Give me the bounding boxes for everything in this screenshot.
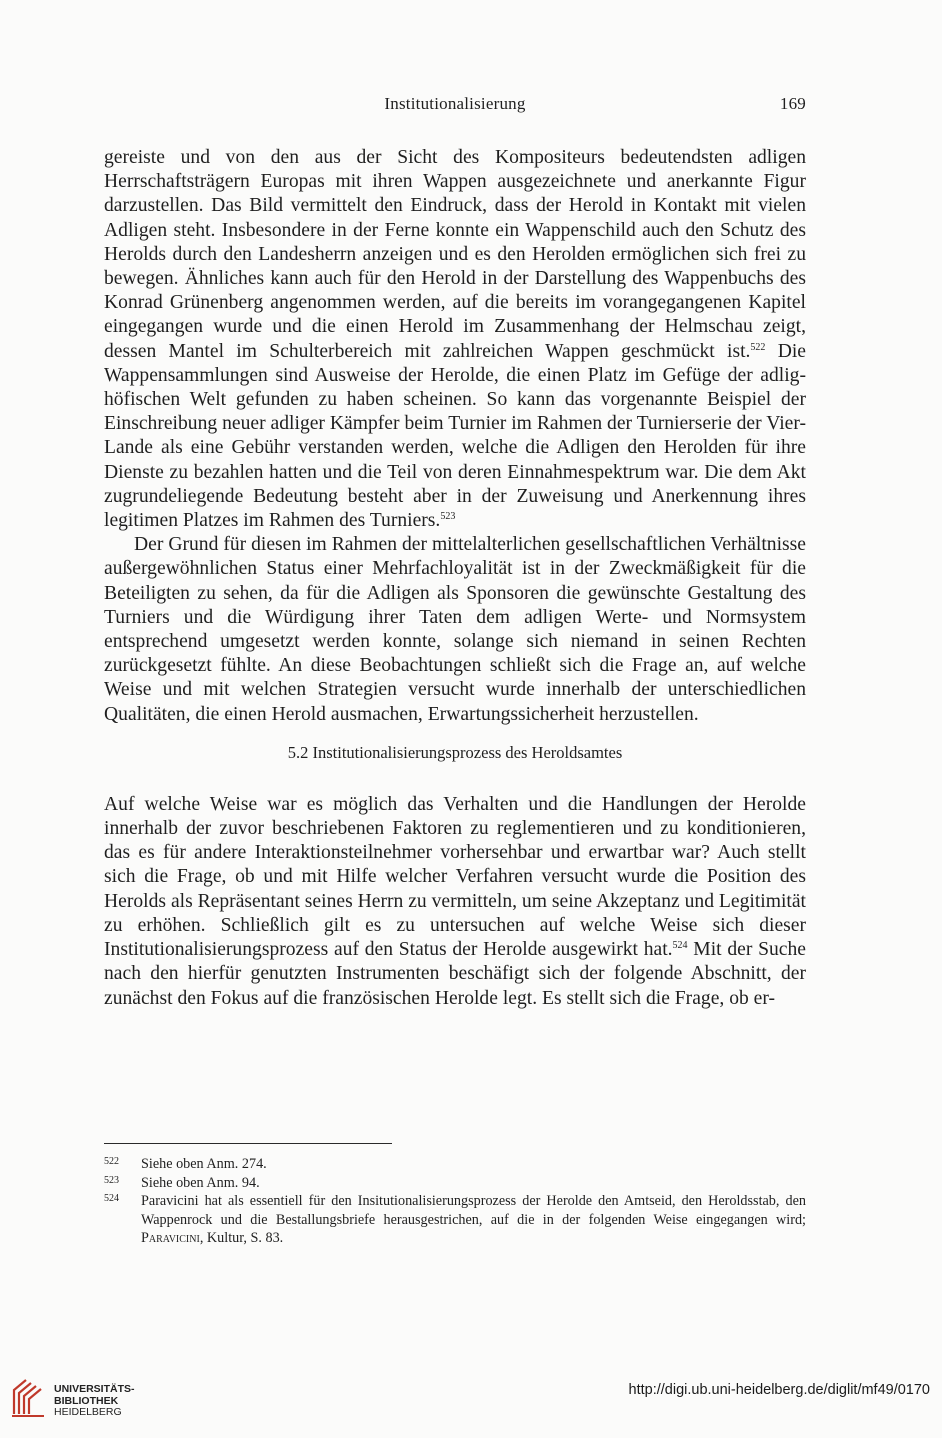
footnote-number: 523 — [104, 1174, 119, 1186]
footnote-number: 524 — [104, 1193, 119, 1205]
footnote-text: Siehe oben Anm. 274. — [141, 1156, 267, 1172]
footnote-ref[interactable]: 524 — [672, 940, 688, 952]
page-number: 169 — [779, 94, 806, 113]
footnote-number: 522 — [104, 1156, 119, 1167]
footnote-523 — [104, 1174, 806, 1193]
logo-line-1: UNIVERSITÄTS- — [54, 1383, 135, 1395]
running-head — [104, 94, 806, 118]
footnote-author: Paravicini — [141, 1230, 200, 1247]
logo-line-2: BIBLIOTHEK — [54, 1394, 119, 1407]
footnote-text-before: Paravicini hat als essentiell für den Insitutionalisierungsprozess der Herolde den Amtseid, den Heroldsstab, den Wappenrock und die Bestallungsbriefe herausgestrichen, auf die in der folgenden Weise eingegangen wird; — [141, 1193, 806, 1228]
main-text — [104, 146, 806, 1011]
text-run: Mit der Suche nach den hierfür genutzten Instrumenten beschäfigt sich der folgende Abschnitt, der zunächst den Fokus auf die französischen Herolde legt. Es stellt sich die Frage, ob er- — [104, 939, 806, 1009]
paragraph-1 — [104, 146, 806, 533]
footnotes — [104, 1155, 806, 1248]
footnote-ref[interactable]: 522 — [750, 341, 766, 353]
text-run: Auf welche Weise war es möglich das Verhalten und die Handlungen der Herolde innerhalb der zuvor beschriebenen Faktoren zu reglementieren und zu konditionieren, das es für andere Interaktionsteilnehmer vorhersehbar und erwartbar war? Auch stellt sich die Frage, ob und mit Hilfe welcher Verfahren versucht wurde die Position des Herolds als Repräsentant seines Herrn zu vermitteln, um seine Akzeptanz und Legitimität zu erhöhen. Schließlich gilt es zu untersuchen auf welche Weise sich dieser Institutionalisierungsprozess auf den Status der Herolde ausgewirkt hat. — [104, 793, 806, 961]
paragraph-2: Der Grund für diesen im Rahmen der mittelalterlichen gesellschaftlichen Verhältnisse außergewöhnlichen Status einer Mehrfachloyalität ist in der Zweckmäßigkeit für die Beteiligten zu sehen, da für die Adligen als Sponsoren die gewünschte Gestaltung des Turniers und die Würdigung ihrer Taten dem adligen Werte- und Normsystem entsprechend umgesetzt werden konnte, solange sich niemand in seinen Rechten zurückgesetzt fühlte. An diese Beobachtungen schließt sich die Frage an, auf welche Weise und mit welchen Strategien versucht wurde innerhalb der unterschiedlichen Qualitäten, die einen Herold ausmachen, Erwartungssicherheit herzustellen. — [104, 534, 806, 725]
logo-line-3: HEIDELBERG — [54, 1406, 122, 1418]
section-heading: 5.2 Institutionalisierungsprozess des Heroldsamtes — [287, 742, 623, 762]
footnote-separator — [104, 1143, 392, 1144]
library-name — [54, 1384, 135, 1419]
footnote-text-after: , Kultur, S. 83. — [199, 1230, 284, 1247]
library-logo — [8, 1376, 208, 1426]
running-title: Institutionalisierung — [384, 94, 526, 113]
footnote-522 — [104, 1155, 806, 1174]
footnote-524 — [104, 1192, 806, 1248]
text-run: Die Wappensammlungen sind Ausweise der Herolde, die einen Platz im Gefüge der adlig-höfischen Welt gefunden zu haben scheinen. So kann das vorgenannte Beispiel der Einschreibung neuer adliger Kämpfer beim Turnier im Rahmen der Turnierserie der Vier-Lande als eine Gebühr verstanden werden, welche die Adligen den Herolden für ihre Dienste zu bezahlen hatten und die Teil von deren Einnahmespektrum war. Die dem Akt zugrundeliegende Bedeutung besteht aber in der Zuweisung und Anerkennung ihres legitimen Platzes im Rahmen des Turniers. — [104, 340, 806, 532]
library-emblem-icon — [8, 1376, 48, 1420]
paragraph-3 — [104, 793, 806, 1011]
footnote-ref[interactable]: 523 — [440, 511, 456, 523]
source-url[interactable]: http://digi.ub.uni-heidelberg.de/diglit/mf49/0170 — [628, 1382, 930, 1398]
text-run: gereiste und von den aus der Sicht des Kompositeurs bedeutendsten adligen Herrschaftsträgern Europas mit ihren Wappen ausgezeichnete und anerkannte Figur darzustellen. Das Bild vermittelt den Eindruck, dass der Herold in Kontakt mit vielen Adligen steht. Insbesondere in der Ferne konnte ein Wappenschild auch den Schutz des Herolds durch den Landesherrn anzeigen und es den Herolden ermöglichen sich frei zu bewegen. Ähnliches kann auch für den Herold in der Darstellung des Wappenbuchs des Konrad Grünenberg angenommen werden, auf die bereits im vorangegangenen Kapitel eingegangen wurde und die einen Herold im Zusammenhang der Helmschau zeigt, dessen Mantel im Schulterbereich mit zahlreichen Wappen geschmückt ist. — [104, 147, 806, 362]
footnote-text: Siehe oben Anm. 94. — [141, 1174, 260, 1191]
footnote-text — [141, 1192, 806, 1248]
